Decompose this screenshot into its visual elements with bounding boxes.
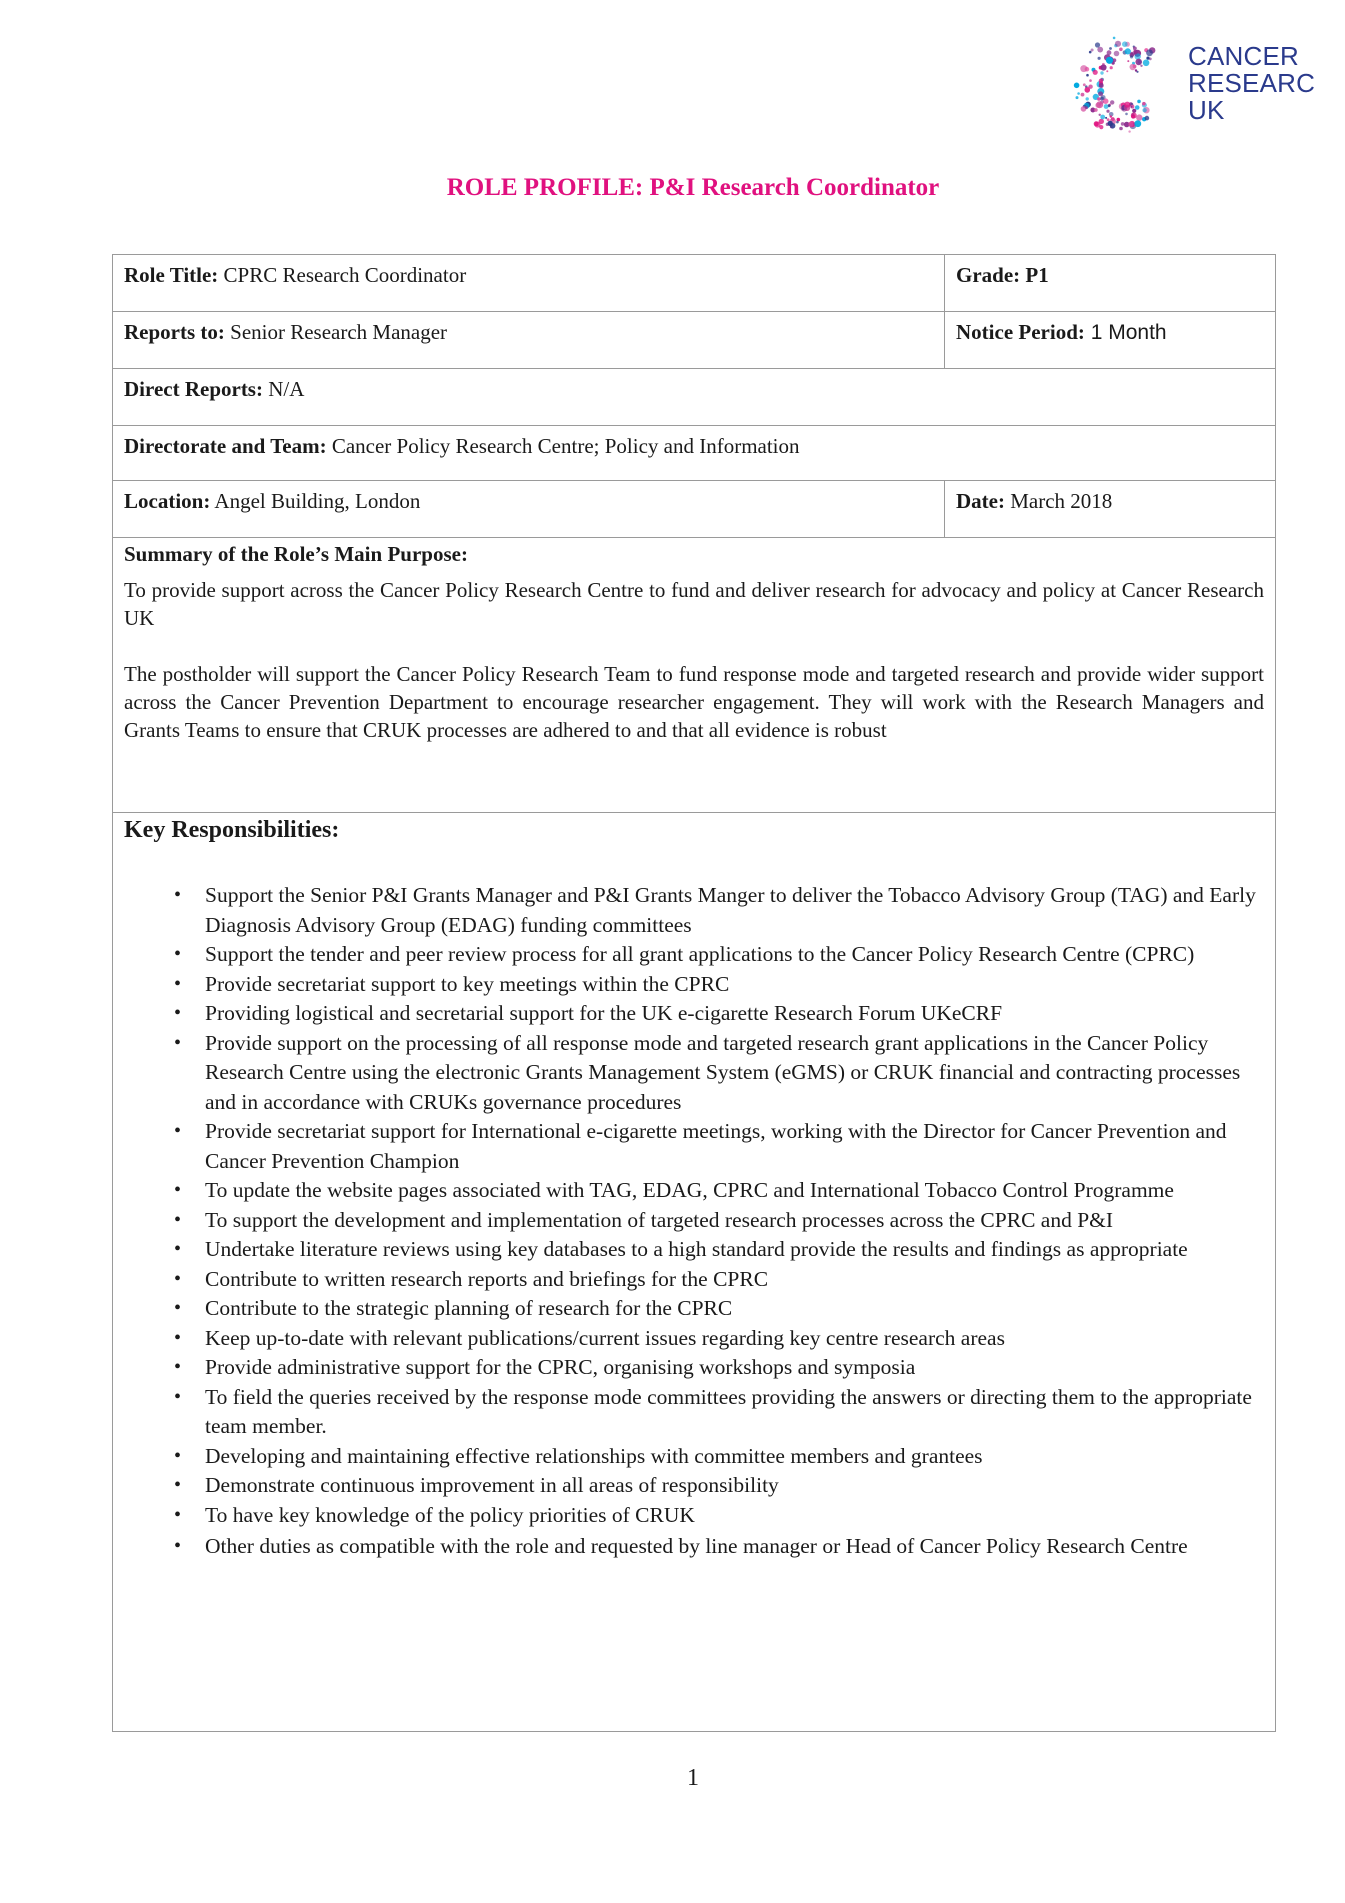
logo-dot	[1080, 65, 1087, 72]
logo-dot	[1099, 114, 1101, 116]
logo-dot	[1130, 64, 1136, 70]
row-directorate	[113, 426, 1275, 481]
notice-period-value: 1 Month	[1084, 321, 1167, 344]
directorate-value: Cancer Policy Research Centre; Policy and Information	[326, 434, 800, 458]
logo-dot	[1146, 57, 1149, 60]
bullet-icon: •	[174, 1031, 182, 1054]
logo-dot	[1085, 106, 1088, 109]
cell-notice-period	[945, 312, 1275, 368]
list-item-text: To support the development and implementation of targeted research processes across the CPRC and P&I	[205, 1207, 1114, 1232]
list-item-text: Support the tender and peer review process for all grant applications to the Cancer Policy Research Centre (CPRC)	[205, 942, 1195, 966]
direct-reports-value: N/A	[262, 377, 305, 401]
logo-dot	[1099, 125, 1103, 129]
bullet-icon: •	[174, 972, 182, 995]
logo-dot	[1113, 37, 1116, 40]
grade-label: Grade: P1	[956, 263, 1049, 287]
role-profile-table	[112, 254, 1276, 1732]
summary-paragraph-1: To provide support across the Cancer Policy Research Centre to fund and deliver research for advocacy and policy at Cancer Research UK	[124, 578, 1264, 630]
logo-dot	[1145, 116, 1150, 121]
logo-dot	[1100, 71, 1103, 74]
logo-dot	[1106, 70, 1108, 72]
list-item-text: Demonstrate continuous improvement in all areas of responsibility	[205, 1473, 779, 1497]
row-key-responsibilities	[113, 813, 1275, 1731]
logo-dot	[1133, 50, 1138, 55]
list-item	[124, 1353, 1264, 1383]
logo-dot	[1103, 98, 1109, 104]
logo-dot	[1076, 96, 1079, 99]
cell-grade	[945, 255, 1275, 311]
row-summary	[113, 538, 1275, 813]
logo-dot	[1091, 49, 1094, 52]
logo-dot	[1089, 51, 1092, 54]
logo-dot	[1097, 47, 1103, 53]
logo-dot	[1125, 48, 1131, 54]
list-item	[124, 1324, 1264, 1354]
reports-to-value: Senior Research Manager	[224, 320, 448, 344]
bullet-icon: •	[174, 1444, 182, 1467]
bullet-icon: •	[174, 1474, 182, 1496]
cancer-research-uk-logo	[1070, 35, 1316, 135]
logo-dot	[1099, 83, 1104, 88]
list-item-text: Provide secretariat support for International e-cigarette meetings, working with the Director for Cancer Prevention and Cancer Prevention Champion	[205, 1119, 1227, 1173]
logo-dot	[1106, 110, 1109, 113]
location-label: Location:	[124, 489, 211, 513]
list-item-text: Provide administrative support for the CPRC, organising workshops and symposia	[205, 1355, 916, 1379]
logo-dot	[1109, 47, 1112, 50]
logo-dot	[1095, 103, 1100, 108]
key-responsibilities-heading: Key Responsibilities:	[124, 817, 340, 843]
logo-dot	[1088, 85, 1092, 89]
logo-dot	[1110, 115, 1112, 117]
logo-dot	[1077, 92, 1080, 95]
logo-dot	[1106, 57, 1113, 64]
bullet-icon: •	[174, 1179, 182, 1201]
list-item-text: To have key knowledge of the policy priorities of CRUK	[205, 1502, 695, 1527]
list-item-text: Providing logistical and secretarial support for the UK e-cigarette Research Forum UKeCRF	[205, 1001, 1003, 1025]
logo-dot	[1133, 47, 1137, 51]
logo-dot	[1122, 41, 1128, 47]
bullet-icon: •	[174, 1002, 182, 1024]
directorate-label: Directorate and Team:	[124, 434, 327, 458]
list-item-text: To update the website pages associated with TAG, EDAG, CPRC and International Tobacco Control Programme	[205, 1178, 1174, 1202]
list-item-text: Contribute to written research reports and briefings for the CPRC	[205, 1266, 769, 1291]
logo-dot	[1128, 130, 1130, 132]
list-item	[124, 1029, 1264, 1118]
logo-dot	[1105, 117, 1107, 119]
cell-location	[113, 481, 945, 537]
list-item-text: Provide secretariat support to key meetings within the CPRC	[205, 971, 730, 996]
logo-dot	[1131, 113, 1137, 119]
cell-directorate	[113, 426, 1275, 480]
list-item	[124, 1176, 1264, 1206]
page-title: ROLE PROFILE: P&I Research Coordinator	[446, 174, 940, 201]
cell-date	[945, 481, 1275, 537]
logo-line-1: CANCER	[1188, 41, 1299, 71]
logo-dot	[1128, 122, 1133, 127]
logo-c-mark-icon	[1070, 35, 1180, 135]
list-item-text: Provide support on the processing of all response mode and targeted research grant applications in the Cancer Policy Research Centre using the electronic Grants Management System (eGMS) or CRUK financial and contracting processes and in accordance with CRUKs governance procedures	[205, 1030, 1241, 1114]
list-item-text: Contribute to the strategic planning of research for the CPRC	[205, 1296, 733, 1320]
list-item-text: Other duties as compatible with the role and requested by line manager or Head of Cancer Policy Research Centre	[205, 1534, 1188, 1558]
bullet-icon: •	[174, 1326, 182, 1349]
logo-dot	[1100, 64, 1106, 70]
list-item	[124, 1117, 1264, 1176]
logo-dot	[1098, 57, 1101, 60]
bullet-icon: •	[174, 943, 182, 965]
bullet-icon: •	[174, 1208, 182, 1231]
logo-dot	[1137, 100, 1141, 104]
logo-dot	[1124, 102, 1130, 108]
list-item	[124, 1442, 1264, 1472]
logo-dot	[1100, 115, 1105, 120]
logo-dot	[1115, 41, 1121, 47]
list-item	[124, 1294, 1264, 1324]
logo-dot	[1142, 102, 1146, 106]
page-number: 1	[687, 1765, 699, 1791]
direct-reports-label: Direct Reports:	[124, 377, 263, 401]
logo-dot	[1135, 59, 1142, 66]
logo-dot	[1127, 60, 1129, 62]
row-direct-reports	[113, 369, 1275, 426]
bullet-icon: •	[174, 1297, 182, 1319]
logo-dot	[1110, 100, 1114, 104]
bullet-icon: •	[174, 1503, 182, 1526]
list-item-text: Support the Senior P&I Grants Manager and P&I Grants Manger to deliver the Tobacco Advisory Group (TAG) and Early Diagnosis Advisory Group (EDAG) funding committees	[205, 883, 1256, 937]
bullet-icon: •	[174, 1356, 182, 1378]
logo-dot	[1136, 114, 1142, 120]
role-title-value: CPRC Research Coordinator	[218, 263, 467, 287]
list-item	[124, 1265, 1264, 1295]
logo-dot	[1110, 66, 1113, 69]
logo-dot	[1108, 121, 1113, 126]
bullet-icon: •	[174, 1385, 182, 1408]
list-item-text: Developing and maintaining effective relationships with committee members and grantees	[205, 1443, 983, 1468]
logo-dot	[1116, 121, 1119, 124]
logo-dot	[1132, 109, 1136, 113]
notice-period-label: Notice Period:	[956, 320, 1085, 344]
logo-dot	[1104, 104, 1109, 109]
logo-dot	[1107, 118, 1110, 121]
bullet-icon: •	[174, 1238, 182, 1260]
logo-line-3: UK	[1188, 95, 1225, 125]
list-item-text: To field the queries received by the response mode committees providing the answers or directing them to the appropriate team member.	[205, 1384, 1252, 1438]
row-reports-to	[113, 312, 1275, 369]
row-role-title	[113, 255, 1275, 312]
logo-dot	[1094, 108, 1098, 112]
logo-dot	[1119, 48, 1123, 52]
list-item	[124, 1471, 1264, 1501]
logo-dot	[1143, 60, 1150, 67]
logo-dot	[1135, 105, 1140, 110]
list-item	[124, 1206, 1264, 1236]
list-item	[124, 1530, 1264, 1563]
summary-heading: Summary of the Role’s Main Purpose:	[124, 542, 468, 566]
cell-reports-to	[113, 312, 945, 368]
list-item	[124, 999, 1264, 1029]
logo-dot	[1086, 97, 1089, 100]
bullet-icon: •	[174, 1120, 182, 1142]
logo-dot	[1108, 104, 1111, 107]
logo-dot	[1098, 91, 1103, 96]
logo-dot	[1097, 97, 1101, 101]
logo-dot	[1081, 93, 1085, 97]
role-title-label: Role Title:	[124, 263, 219, 287]
row-location	[113, 481, 1275, 538]
list-item	[124, 1235, 1264, 1265]
logo-dot	[1086, 74, 1089, 77]
logo-dot	[1121, 122, 1125, 126]
logo-dot	[1083, 83, 1086, 86]
logo-dot	[1146, 49, 1153, 56]
location-value: Angel Building, London	[210, 489, 421, 513]
logo-dot	[1134, 120, 1141, 127]
logo-line-2: RESEARC	[1188, 68, 1316, 98]
logo-dot	[1089, 79, 1092, 82]
bullet-icon: •	[174, 884, 182, 906]
logo-dot	[1135, 69, 1137, 71]
cell-role-title	[113, 255, 945, 311]
logo-dot	[1131, 106, 1133, 108]
responsibilities-list	[124, 881, 1264, 1563]
logo-dot	[1074, 83, 1080, 89]
logo-dot	[1125, 113, 1128, 116]
list-item	[124, 881, 1264, 940]
reports-to-label: Reports to:	[124, 320, 225, 344]
logo-dot	[1119, 127, 1123, 131]
list-item-text: Keep up-to-date with relevant publications/current issues regarding key centre research areas	[205, 1325, 1005, 1350]
bullet-icon: •	[174, 1267, 182, 1290]
cell-key-responsibilities	[113, 813, 1275, 1731]
cell-summary	[113, 538, 1275, 812]
list-item	[124, 970, 1264, 1000]
logo-wordmark	[1188, 43, 1318, 124]
logo-dot	[1140, 65, 1142, 67]
logo-dot	[1114, 51, 1120, 57]
list-item	[124, 1383, 1264, 1442]
logo-dot	[1099, 79, 1103, 83]
bullet-icon: •	[174, 1535, 182, 1557]
logo-dot	[1130, 55, 1133, 58]
list-item-text: Undertake literature reviews using key databases to a high standard provide the results and findings as appropriate	[205, 1237, 1188, 1261]
logo-dot	[1142, 108, 1146, 112]
date-value: March 2018	[1004, 489, 1113, 513]
logo-dot	[1095, 42, 1100, 47]
logo-dot	[1093, 70, 1098, 75]
list-item	[124, 940, 1264, 970]
date-label: Date:	[956, 489, 1005, 513]
list-item	[124, 1501, 1264, 1531]
cell-direct-reports	[113, 369, 1275, 425]
summary-paragraph-2: The postholder will support the Cancer Policy Research Team to fund response mode and targeted research and provide wider support across the Cancer Prevention Department to encourage researcher engagement. They will work with the Research Managers and Grants Teams to ensure that CRUK processes are adhered to and that all evidence is robust	[124, 662, 1264, 742]
